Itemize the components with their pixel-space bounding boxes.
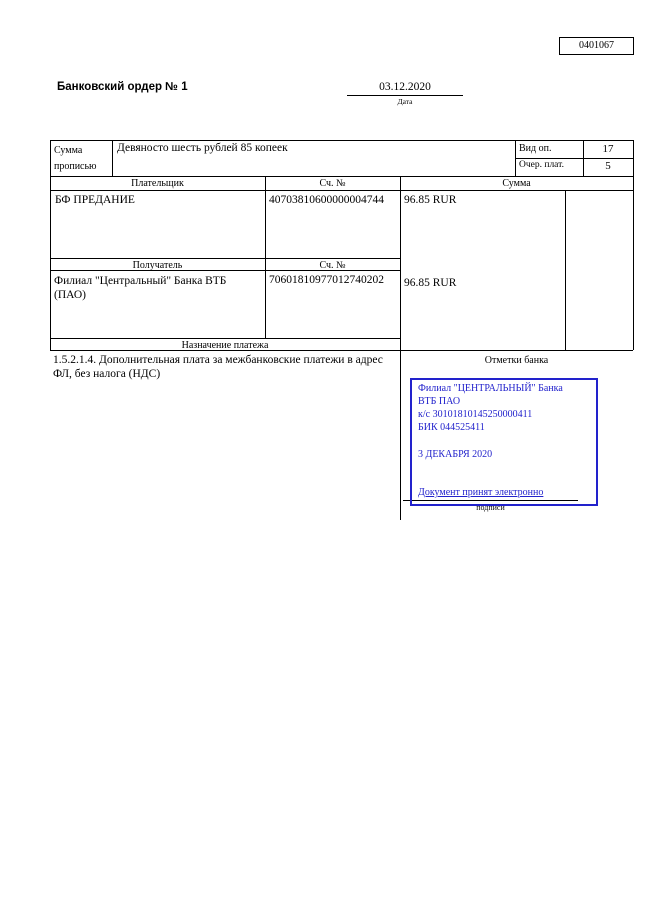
sum-column-header: Сумма [502, 178, 531, 189]
name-account-divider [265, 176, 266, 338]
bank-marks-header: Отметки банка [484, 355, 549, 366]
recipient-name: Филиал "Центральный" Банка ВТБ (ПАО) [54, 275, 227, 302]
signatures-label: подписи [476, 503, 505, 512]
amount-label-divider [112, 140, 113, 176]
table-border-top [50, 140, 633, 141]
stamp-accepted-note: Документ принят электронно [418, 487, 544, 498]
stamp-bank-name-line2: ВТБ ПАО [418, 396, 461, 407]
form-code: 0401067 [579, 40, 614, 51]
payment-priority-value: 5 [605, 160, 611, 172]
operation-type-value: 17 [602, 143, 614, 155]
bank-electronic-stamp [410, 378, 598, 506]
amount-words-value: Девяносто шесть рублей 85 копеек [117, 142, 288, 154]
stamp-date: 3 ДЕКАБРЯ 2020 [418, 449, 493, 460]
document-title: Банковский ордер № 1 [57, 81, 188, 93]
column-header-bottom-border [50, 190, 633, 191]
amount-row-bottom-border [50, 176, 633, 177]
date-value: 03.12.2020 [347, 81, 463, 96]
op-row-divider [515, 158, 633, 159]
amount-words-label: Сумма прописью [54, 145, 97, 172]
stamp-corr-account: к/с 30101810145250000411 [418, 409, 533, 420]
recipient-header-top-border [50, 258, 400, 259]
purpose-header-top-border [50, 338, 400, 339]
form-code-box [559, 37, 634, 55]
account-sum-divider [400, 176, 401, 520]
payer-sum-value: 96.85 RUR [404, 194, 457, 206]
payer-name: БФ ПРЕДАНИЕ [55, 194, 135, 206]
recipient-account-column-header: Сч. № [319, 260, 346, 271]
date-label: Дата [397, 97, 413, 106]
recipient-column-header: Получатель [132, 260, 183, 271]
payment-purpose-text: 1.5.2.1.4. Дополнительная плата за межбанковские платежи в адрес ФЛ, без налога (НДС) [53, 354, 383, 381]
payment-priority-label: Очер. плат. [519, 160, 564, 170]
sum-column-right-divider [565, 190, 566, 350]
table-border-right [633, 140, 634, 350]
stamp-bik: БИК 044525411 [418, 422, 485, 433]
payer-account-column-header: Сч. № [319, 178, 346, 189]
table-border-left [50, 140, 51, 350]
op-block-left-divider [515, 140, 516, 176]
date-block [347, 81, 463, 106]
recipient-account-number: 70601810977012740202 [269, 274, 384, 286]
recipient-sum-value: 96.85 RUR [404, 277, 457, 289]
payer-column-header: Плательщик [131, 178, 184, 189]
payment-purpose-header: Назначение платежа [181, 340, 269, 351]
operation-type-label: Вид оп. [519, 143, 552, 154]
payer-account-number: 40703810600000004744 [269, 194, 384, 206]
stamp-bank-name-line1: Филиал "ЦЕНТРАЛЬНЫЙ" Банка [418, 383, 563, 394]
